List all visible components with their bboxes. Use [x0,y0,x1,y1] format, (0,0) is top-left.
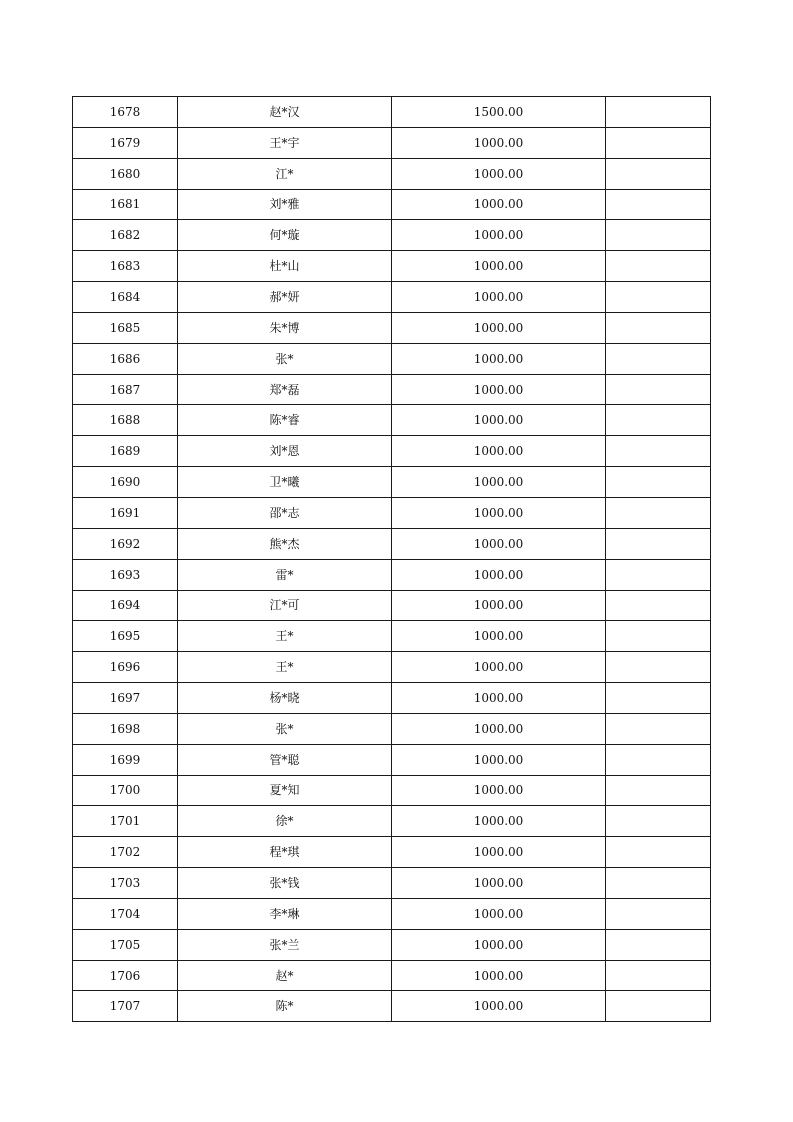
name-cell: 邵*志 [178,497,392,528]
table-row [73,97,711,128]
remark-cell [606,343,711,374]
remark-cell [606,220,711,251]
amount-cell: 1000.00 [392,898,606,929]
serial-number-cell: 1700 [73,775,178,806]
remark-cell [606,590,711,621]
remark-cell [606,868,711,899]
serial-number-cell: 1695 [73,621,178,652]
amount-cell: 1000.00 [392,868,606,899]
name-cell: 江*可 [178,590,392,621]
serial-number-cell: 1685 [73,312,178,343]
remark-cell [606,806,711,837]
table-row [73,528,711,559]
table-row [73,837,711,868]
amount-cell: 1000.00 [392,127,606,158]
table-row [73,683,711,714]
remark-cell [606,312,711,343]
serial-number-cell: 1706 [73,960,178,991]
serial-number-cell: 1682 [73,220,178,251]
serial-number-cell: 1696 [73,652,178,683]
amount-cell: 1000.00 [392,528,606,559]
table-row [73,991,711,1022]
remark-cell [606,991,711,1022]
amount-cell: 1000.00 [392,282,606,313]
amount-cell: 1000.00 [392,590,606,621]
table-row [73,652,711,683]
remark-cell [606,652,711,683]
name-cell: 张*钱 [178,868,392,899]
name-cell: 何*璇 [178,220,392,251]
name-cell: 陈*睿 [178,405,392,436]
name-cell: 徐* [178,806,392,837]
table-row [73,374,711,405]
name-cell: 王*宇 [178,127,392,158]
table-row [73,343,711,374]
table-row [73,775,711,806]
remark-cell [606,467,711,498]
serial-number-cell: 1679 [73,127,178,158]
remark-cell [606,960,711,991]
table-row [73,312,711,343]
name-cell: 管*聪 [178,744,392,775]
table-row [73,405,711,436]
serial-number-cell: 1697 [73,683,178,714]
serial-number-cell: 1707 [73,991,178,1022]
remark-cell [606,497,711,528]
remark-cell [606,929,711,960]
table-row [73,282,711,313]
name-cell: 夏*知 [178,775,392,806]
table-body [73,97,711,1022]
table-row [73,929,711,960]
amount-cell: 1000.00 [392,220,606,251]
table-row [73,220,711,251]
serial-number-cell: 1681 [73,189,178,220]
remark-cell [606,97,711,128]
table-row [73,189,711,220]
table-row [73,806,711,837]
remark-cell [606,189,711,220]
serial-number-cell: 1702 [73,837,178,868]
amount-cell: 1000.00 [392,467,606,498]
serial-number-cell: 1689 [73,436,178,467]
amount-cell: 1000.00 [392,991,606,1022]
name-cell: 程*琪 [178,837,392,868]
name-cell: 赵*汉 [178,97,392,128]
remark-cell [606,621,711,652]
amount-cell: 1000.00 [392,405,606,436]
table-row [73,868,711,899]
serial-number-cell: 1680 [73,158,178,189]
table-row [73,590,711,621]
name-cell: 王* [178,621,392,652]
name-cell: 熊*杰 [178,528,392,559]
remark-cell [606,898,711,929]
remark-cell [606,405,711,436]
table-row [73,251,711,282]
serial-number-cell: 1699 [73,744,178,775]
amount-cell: 1000.00 [392,189,606,220]
serial-number-cell: 1684 [73,282,178,313]
amount-cell: 1000.00 [392,806,606,837]
serial-number-cell: 1698 [73,713,178,744]
table-row [73,497,711,528]
remark-cell [606,158,711,189]
name-cell: 张*兰 [178,929,392,960]
table-row [73,744,711,775]
remark-cell [606,683,711,714]
table-row [73,559,711,590]
amount-cell: 1000.00 [392,559,606,590]
amount-cell: 1500.00 [392,97,606,128]
amount-cell: 1000.00 [392,837,606,868]
name-cell: 江* [178,158,392,189]
remark-cell [606,251,711,282]
serial-number-cell: 1690 [73,467,178,498]
serial-number-cell: 1693 [73,559,178,590]
remark-cell [606,775,711,806]
name-cell: 杜*山 [178,251,392,282]
amount-cell: 1000.00 [392,744,606,775]
name-cell: 郝*妍 [178,282,392,313]
amount-cell: 1000.00 [392,343,606,374]
name-cell: 杨*晓 [178,683,392,714]
table-row [73,467,711,498]
amount-cell: 1000.00 [392,158,606,189]
remark-cell [606,127,711,158]
remark-cell [606,744,711,775]
name-cell: 赵* [178,960,392,991]
remark-cell [606,837,711,868]
amount-cell: 1000.00 [392,929,606,960]
serial-number-cell: 1694 [73,590,178,621]
amount-cell: 1000.00 [392,652,606,683]
amount-cell: 1000.00 [392,960,606,991]
serial-number-cell: 1703 [73,868,178,899]
remark-cell [606,528,711,559]
table-row [73,713,711,744]
remark-cell [606,559,711,590]
amount-cell: 1000.00 [392,251,606,282]
serial-number-cell: 1683 [73,251,178,282]
name-cell: 刘*恩 [178,436,392,467]
remark-cell [606,374,711,405]
amount-cell: 1000.00 [392,775,606,806]
amount-cell: 1000.00 [392,374,606,405]
serial-number-cell: 1687 [73,374,178,405]
table-row [73,436,711,467]
name-cell: 张* [178,343,392,374]
amount-cell: 1000.00 [392,713,606,744]
table-row [73,127,711,158]
name-cell: 卫*曦 [178,467,392,498]
name-cell: 郑*磊 [178,374,392,405]
serial-number-cell: 1678 [73,97,178,128]
name-cell: 陈* [178,991,392,1022]
serial-number-cell: 1686 [73,343,178,374]
amount-cell: 1000.00 [392,497,606,528]
serial-number-cell: 1701 [73,806,178,837]
name-cell: 雷* [178,559,392,590]
serial-number-cell: 1691 [73,497,178,528]
remark-cell [606,282,711,313]
name-cell: 朱*博 [178,312,392,343]
serial-number-cell: 1705 [73,929,178,960]
table-row [73,158,711,189]
name-cell: 刘*雅 [178,189,392,220]
table-row [73,960,711,991]
amount-cell: 1000.00 [392,436,606,467]
remark-cell [606,436,711,467]
name-cell: 王* [178,652,392,683]
recipient-table [72,96,711,1022]
amount-cell: 1000.00 [392,683,606,714]
amount-cell: 1000.00 [392,312,606,343]
amount-cell: 1000.00 [392,621,606,652]
table-row [73,621,711,652]
serial-number-cell: 1688 [73,405,178,436]
name-cell: 李*琳 [178,898,392,929]
name-cell: 张* [178,713,392,744]
serial-number-cell: 1692 [73,528,178,559]
remark-cell [606,713,711,744]
serial-number-cell: 1704 [73,898,178,929]
table-row [73,898,711,929]
